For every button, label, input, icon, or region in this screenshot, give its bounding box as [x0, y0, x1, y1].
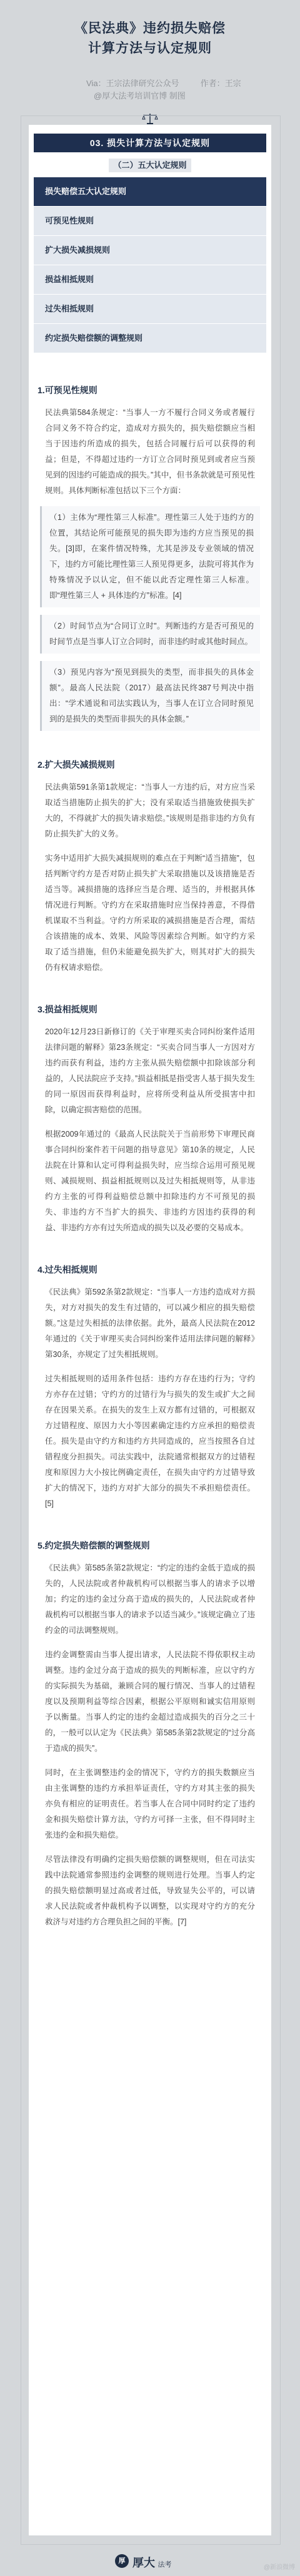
- section-adjustment: [29, 1539, 271, 1930]
- section-offset: [29, 1003, 271, 1236]
- paragraph: 同时，在主张调整违约金的情况下，守约方的损失数额应当由主张调整的违约方承担举证责任，守约方对其主张的损失亦负有相应的证明责任。若当事人在合同中同时约定了违约金和损失赔偿计算方法，守约方可择一主张，但不得同时主张违约金和损失赔偿。: [45, 1768, 255, 1839]
- content-frame: [21, 115, 281, 2545]
- section-heading: 5.约定损失赔偿额的调整规则: [38, 1540, 150, 1550]
- paragraph: 违约金调整需由当事人提出请求，人民法院不得依职权主动调整。违约金过分高于造成的损失的判断标准，应以守约方的实际损失为基础，兼顾合同的履行情况、当事人的过错程度以及预期利益等综合因素，根据公平原则和诚实信用原则予以衡量。当事人约定的违约金超过造成损失的百分之三十的，一般可以认定为《民法典》第585条第2款规定的“过分高于造成的损失”。: [45, 1650, 255, 1753]
- source-credit: @厚大法考培训官博 制图: [94, 91, 186, 100]
- page-title-line2: 计算方法与认定规则: [88, 41, 212, 56]
- paragraph: 民法典第591条第1款规定：“当事人一方违约后，对方应当采取适当措施防止损失的扩大；没有采取适当措施致使损失扩大的，不得就扩大的损失请求赔偿。”该规则是指非违约方负有防止损失扩大的义务。: [45, 783, 255, 838]
- paragraph: 过失相抵规则的适用条件包括：违约方存在违约行为；守约方亦存在过错；守约方的过错行为与损失的发生或扩大之间存在因果关系。在损失的发生上双方都有过错的，可根据双方过错程度、原因力大小等因素确定违约方应承担的赔偿责任。损失是由守约方和违约方共同造成的，应当按照各自过错程度分担损失。司法实践中，法院通常根据双方的过错程度和原因力大小按比例确定责任，在损失由守约方过错导致扩大的情况下，违约方对扩大部分的损失不承担赔偿责任。[5]: [45, 1374, 255, 1508]
- paragraph: 尽管法律没有明确约定损失赔偿额的调整规则，但在司法实践中法院通常参照违约金调整的规则进行处理。当事人约定的损失赔偿额明显过高或者过低，导致显失公平的，可以请求人民法院或者仲裁机构予以调整，以实现对守约方的充分救济与对违约方合理负担之间的平衡。[7]: [45, 1855, 255, 1926]
- quote-block: （1）主体为“理性第三人标准”。理性第三人处于违约方的位置，其结论所可能预见的损失即为违约方应当预见的损失。[3]即，在案件情况特殊，尤其是涉及专业领域的情况下，违约方可能比理性第三人预见得更多，法院可将其作为特殊情况予以认定，但不能以此否定理性第三人标准。即“理性第三人 + 具体违约方”标准。[4]: [40, 506, 260, 607]
- logo-seal-icon: 厚: [115, 2554, 129, 2568]
- menu-item-contributory-fault: 过失相抵规则: [34, 295, 266, 323]
- section-heading: 3.损益相抵规则: [38, 1004, 98, 1014]
- logo-subtitle: 法考: [158, 2561, 172, 2569]
- section-mitigation: [29, 758, 271, 976]
- sub-heading-pill: （二）五大认定规则: [109, 159, 191, 172]
- byline: [0, 77, 300, 90]
- section-heading: 1.可预见性规则: [38, 385, 98, 395]
- paragraph: 根据2009年通过的《最高人民法院关于当前形势下审理民商事合同纠纷案件若干问题的指导意见》第10条的规定，人民法院在计算和认定可得利益损失时，应当综合运用可预见规则、减损规则、损益相抵规则以及过失相抵规则等，从非违约方主张的可得利益赔偿总额中扣除违约方不可预见的损失、非违约方不当扩大的损失、非违约方因违约获得的利益、非违约方亦有过失所造成的损失以及必要的交易成本。: [45, 1130, 255, 1232]
- menu-item-overview: 损失赔偿五大认定规则: [34, 177, 266, 206]
- byline-via: Via：王宗法律研究公众号: [86, 79, 179, 88]
- menu-item-offset: 损益相抵规则: [34, 265, 266, 294]
- byline-author: 作者：王宗: [200, 79, 241, 88]
- section-bar: 03. 损失计算方法与认定规则: [34, 134, 266, 152]
- paragraph: 民法典第584条规定：“当事人一方不履行合同义务或者履行合同义务不符合约定，造成对方损失的，损失赔偿额应当相当于因违约所造成的损失，包括合同履行后可以获得的利益；但是，不得超过违约一方订立合同时预见到或者应当预见到的因违约可能造成的损失。”其中，但书条款就是可预见性规则。具体判断标准包括以下三个方面：: [45, 408, 255, 495]
- paragraph: 《民法典》第592条第2款规定：“当事人一方违约造成对方损失，对方对损失的发生有过错的，可以减少相应的损失赔偿额。”这是过失相抵的法律依据。此外，最高人民法院在2012年通过的《关于审理买卖合同纠纷案件适用法律问题的解释》第30条，亦规定了过失相抵规则。: [45, 1288, 255, 1359]
- section-foreseeability: [29, 384, 271, 731]
- footer: [0, 2548, 300, 2576]
- paragraph: 《民法典》第585条第2款规定：“约定的违约金低于造成的损失的，人民法院或者仲裁机构可以根据当事人的请求予以增加；约定的违约金过分高于造成的损失的，人民法院或者仲裁机构可以根据当事人的请求予以适当减少。”该规定确立了违约金的司法调整规则。: [45, 1564, 255, 1635]
- quote-block: （3）预见内容为“预见到损失的类型，而非损失的具体金额”。最高人民法院（2017）最高法民终387号判决中指出：“学术通说和司法实践认为，当事人在订立合同时预见到的是损失的类型而非损失的具体金额。”: [40, 661, 260, 731]
- content-card: [29, 125, 271, 2535]
- paragraph: 实务中适用扩大损失减损规则的难点在于判断“适当措施”，包括判断守约方是否对防止损失扩大采取措施以及该措施是否适当等。减损措施的选择应当是合理、适当的，并根据具体情况进行判断。守约方在采取措施时应当保持善意，不得借机谋取不当利益。守约方所采取的减损措施是否合理，需结合该措施的成本、效果、风险等因素综合判断。如守约方采取了适当措施，但仍未能避免损失扩大，则其对扩大的损失仍有权请求赔偿。: [45, 854, 255, 972]
- section-contributory-fault: [29, 1263, 271, 1512]
- watermark: @新浪微博: [263, 2564, 295, 2571]
- menu-item-foreseeability: 可预见性规则: [34, 207, 266, 235]
- page-title-line1: 《民法典》违约损失赔偿: [74, 21, 226, 36]
- rules-menu: [34, 177, 266, 353]
- menu-item-adjustment: 约定损失赔偿额的调整规则: [34, 324, 266, 353]
- header: [0, 0, 300, 59]
- paragraph: 2020年12月23日新修订的《关于审理买卖合同纠纷案件适用法律问题的解释》第23条规定：“买卖合同当事人一方因对方违约而获有利益，违约方主张从损失赔偿额中扣除该部分利益的，人民法院应予支持。”损益相抵是指受害人基于损失发生的同一原因而获得利益时，应将所受利益从所受损害中扣除，以确定损害赔偿的范围。: [45, 1027, 255, 1114]
- section-heading: 2.扩大损失减损规则: [38, 760, 115, 770]
- quote-block: （2）时间节点为“合同订立时”。判断违约方是否可预见的时间节点是当事人订立合同时，而非违约时或其他时间点。: [40, 615, 260, 654]
- section-heading: 4.过失相抵规则: [38, 1265, 98, 1275]
- logo-name: 厚大: [132, 2557, 155, 2569]
- logo-text: [132, 2554, 172, 2570]
- menu-item-mitigation: 扩大损失减损规则: [34, 236, 266, 265]
